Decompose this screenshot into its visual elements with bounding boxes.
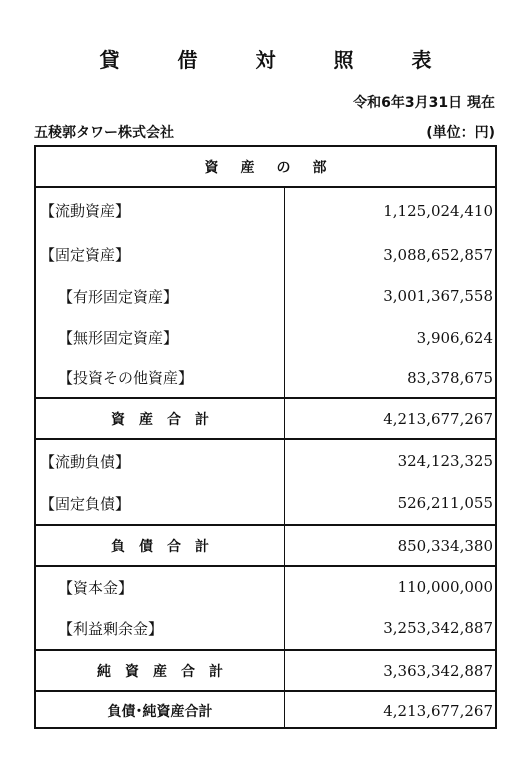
total-row xyxy=(36,399,495,438)
total-row xyxy=(36,692,495,729)
table-row xyxy=(36,187,495,234)
row-label: 負 債 合 計 xyxy=(111,538,209,555)
row-label: 【利益剰余金】 xyxy=(58,619,164,638)
row-value: 110,000,000 xyxy=(397,578,493,596)
section-header-assets: 資産の部 xyxy=(204,159,349,176)
total-row xyxy=(36,651,495,690)
row-value: 850,334,380 xyxy=(397,536,493,555)
row-label: 負債･純資産合計 xyxy=(107,703,213,720)
total-row xyxy=(36,526,495,565)
table-row xyxy=(36,482,495,524)
row-value: 4,213,677,267 xyxy=(383,701,493,720)
row-value: 526,211,055 xyxy=(397,494,493,512)
company-name: 五稜郭タワー株式会社 xyxy=(34,125,174,141)
table-row xyxy=(36,275,495,317)
row-label: 純 資 産 合 計 xyxy=(97,663,223,680)
table-row xyxy=(36,234,495,275)
row-label: 【投資その他資産】 xyxy=(58,369,194,387)
document-title: 貸 借 対 照 表 xyxy=(99,48,451,72)
as-of-date: 令和6年3月31日 現在 xyxy=(353,95,495,111)
row-value: 3,906,624 xyxy=(416,328,493,347)
row-value: 3,088,652,857 xyxy=(383,245,493,264)
row-value: 3,363,342,887 xyxy=(383,661,493,680)
row-value: 1,125,024,410 xyxy=(383,201,493,220)
unit-label: (単位：円) xyxy=(426,125,495,141)
row-label: 資 産 合 計 xyxy=(111,411,209,428)
row-value: 3,001,367,558 xyxy=(383,287,493,305)
row-label: 【固定資産】 xyxy=(40,246,131,264)
table-row xyxy=(36,358,495,397)
table-row xyxy=(36,440,495,482)
row-value: 83,378,675 xyxy=(407,368,493,387)
row-label: 【資本金】 xyxy=(58,578,134,597)
table-row xyxy=(36,607,495,649)
row-value: 324,123,325 xyxy=(397,452,493,470)
row-label: 【無形固定資産】 xyxy=(58,329,179,347)
row-label: 【流動負債】 xyxy=(40,452,131,471)
row-value: 3,253,342,887 xyxy=(383,619,493,637)
balance-sheet-table xyxy=(34,145,497,729)
table-row xyxy=(36,317,495,358)
row-label: 【流動資産】 xyxy=(40,202,131,220)
table-row xyxy=(36,567,495,607)
row-label: 【固定負債】 xyxy=(40,494,131,513)
row-label: 【有形固定資産】 xyxy=(58,287,179,306)
row-value: 4,213,677,267 xyxy=(383,409,493,428)
